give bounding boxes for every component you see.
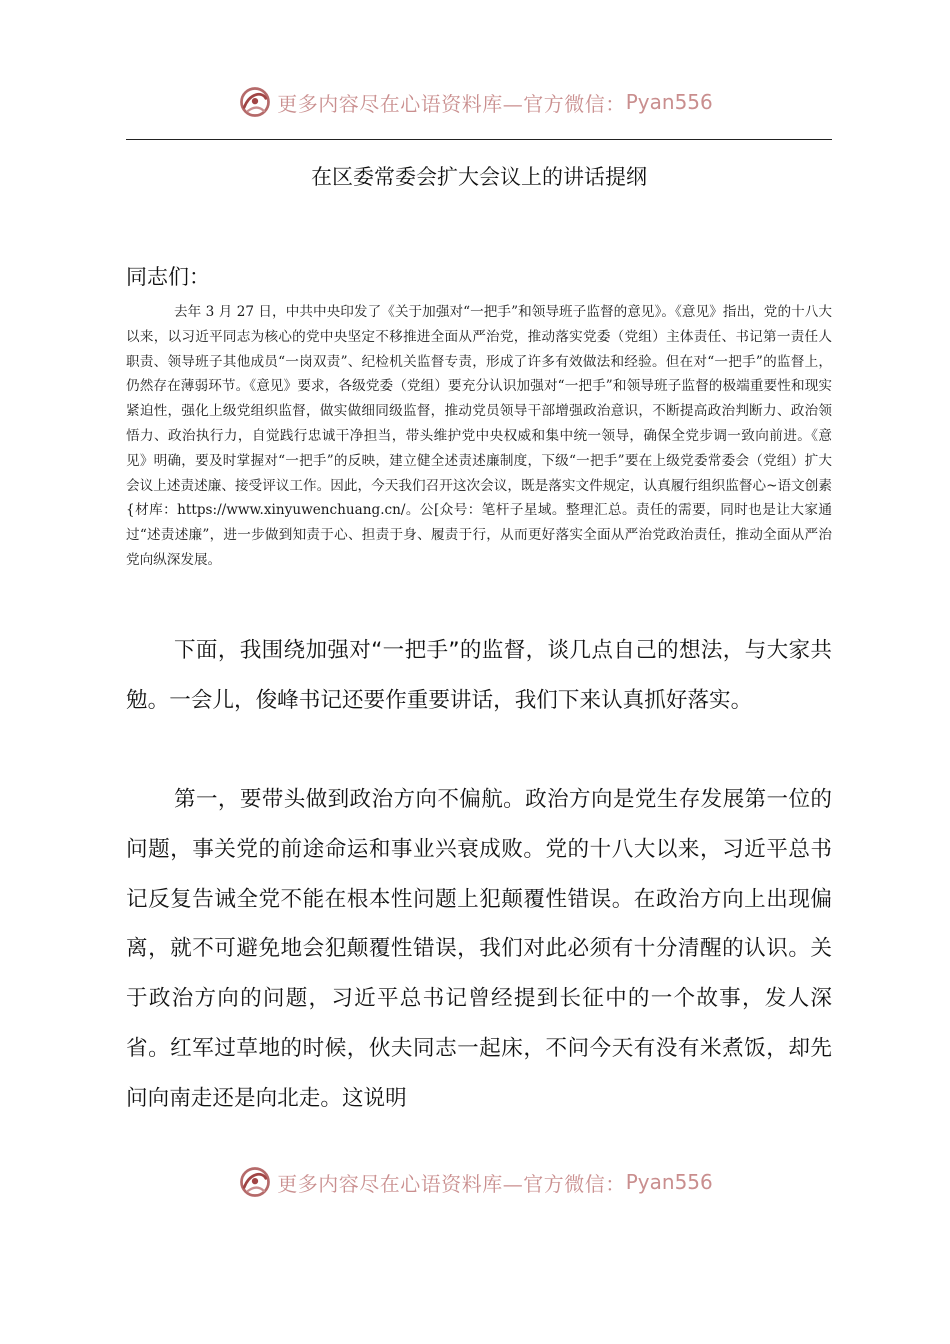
header-divider [126, 139, 832, 140]
swirl-logo-icon [237, 1164, 273, 1200]
body-paragraph-1: 下面，我围绕加强对“一把手”的监督，谈几点自己的想法，与大家共勉。一会儿，俊峰书记还要作重要讲话，我们下来认真抓好落实。 [126, 638, 832, 713]
header-banner-text: 更多内容尽在心语资料库—官方微信： [277, 91, 626, 116]
body-paragraph-2: 第一，要带头做到政治方向不偏航。政治方向是党生存发展第一位的问题，事关党的前途命运和事业兴衰成败。党的十八大以来，习近平总书记反复告诫全党不能在根本性问题上犯颠覆性错误。在政治方向上出现偏离，就不可避免地会犯颠覆性错误，我们对此必须有十分清醒的认识。关于政治方向的问题，习近平总书记曾经提到长征中的一个故事，发人深省。红军过草地的时候，伙夫同志一起床，不问今天有没有米煮饭，却先问向南走还是向北走。这说明 [126, 787, 832, 1111]
salutation: 同志们： [126, 265, 210, 289]
header-banner [0, 80, 950, 124]
header-banner-wechat-id: Pyan556 [625, 90, 713, 114]
intro-paragraph: 去年 3 月 27 日，中共中央印发了《关于加强对“一把手”和领导班子监督的意见》。《意见》指出，党的十八大以来，以习近平同志为核心的党中央坚定不移推进全面从严治党，推动落实党委（党组）主体责任、书记第一责任人职责、领导班子其他成员“一岗双责”、纪检机关监督专责，形成了许多有效做法和经验。但在对“一把手”的监督上，仍然存在薄弱环节。《意见》要求，各级党委（党组）要充分认识加强对“一把手”和领导班子监督的极端重要性和现实紧迫性，强化上级党组织监督，做实做细同级监督，推动党员领导干部增强政治意识，不断提高政治判断力、政治领悟力、政治执行力，自觉践行忠诚干净担当，带头维护党中央权威和集中统一领导，确保全党步调一致向前进。《意见》明确，要及时掌握对“一把手”的反映，建立健全述责述廉制度，下级“一把手”要在上级党委常委会（党组）扩大会议上述责述廉、接受评议工作。因此，今天我们召开这次会议，既是落实文件规定，认真履行组织监督心~语文创素{材库：https://www.xinyuwenchuang.cn/。公[众号：笔杆子星域。整理汇总。责任的需要，同时也是让大家通过“述责述廉”，进一步做到知责于心、担责于身、履责于行，从而更好落实全面从严治党政治责任，推动全面从严治党向纵深发展。 [126, 304, 832, 568]
footer-banner-wechat-id: Pyan556 [625, 1170, 713, 1194]
footer-banner-text: 更多内容尽在心语资料库—官方微信： [277, 1171, 626, 1196]
swirl-logo-icon [237, 84, 273, 120]
document-title: 在区委常委会扩大会议上的讲话提纲 [311, 165, 647, 189]
footer-banner [0, 1160, 950, 1204]
